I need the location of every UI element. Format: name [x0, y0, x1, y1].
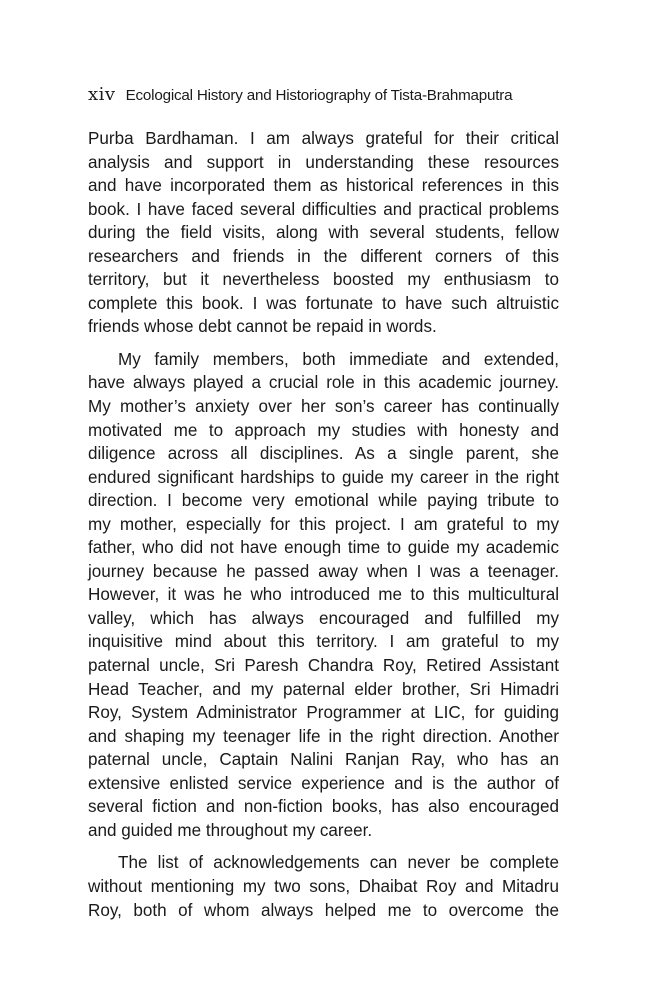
book-page — [88, 84, 559, 922]
running-head-title: Ecological History and Historiography of Tista-Brahmaputra — [125, 87, 513, 104]
text-line: direction. I become very emotional while paying tribute to — [88, 491, 559, 511]
text-line: Purba Bardhaman. I am always grateful for their critical — [88, 129, 559, 148]
body-text — [88, 127, 559, 922]
text-line: However, it was he who introduced me to this multicultural — [88, 585, 559, 605]
text-line: My mother’s anxiety over her son’s career has continually — [88, 397, 559, 417]
text-line: several fiction and non-fiction books, has also encouraged — [88, 797, 559, 817]
running-head — [88, 84, 559, 105]
text-line: endured significant hardships to guide my career in the right — [88, 467, 559, 487]
text-line: friends whose debt cannot be repaid in words. — [88, 317, 437, 337]
paragraph-2 — [88, 348, 559, 842]
text-line: territory, but it nevertheless boosted my enthusiasm to — [88, 270, 559, 290]
paragraph-3 — [88, 851, 559, 922]
paragraph-1 — [88, 127, 559, 339]
text-line: inquisitive mind about this territory. I am grateful to my — [88, 632, 559, 652]
page-number: xiv — [88, 84, 116, 105]
text-line: paternal uncle, Captain Nalini Ranjan Ray, who has an — [88, 750, 559, 770]
text-line: Head Teacher, and my paternal elder brother, Sri Himadri — [88, 679, 559, 699]
text-line: and have incorporated them as historical references in this — [88, 176, 559, 196]
text-line: and guided me throughout my career. — [88, 820, 373, 840]
text-line: researchers and friends in the different corners of this — [88, 246, 559, 266]
text-line: my mother, especially for this project. I am grateful to my — [88, 514, 559, 534]
text-line: motivated me to approach my studies with honesty and — [88, 420, 559, 440]
text-line: have always played a crucial role in this academic journey. — [88, 373, 559, 393]
text-line: and shaping my teenager life in the right direction. Another — [88, 726, 559, 746]
text-line: journey because he passed away when I was a teenager. — [88, 561, 559, 581]
text-line: during the field visits, along with several students, fellow — [88, 223, 559, 243]
text-line: complete this book. I was fortunate to have such altruistic — [88, 293, 559, 313]
text-line: without mentioning my two sons, Dhaibat Roy and Mitadru — [88, 876, 559, 896]
text-line: Roy, System Administrator Programmer at LIC, for guiding — [88, 703, 559, 723]
text-line: My family members, both immediate and extended, — [118, 349, 559, 369]
text-line: paternal uncle, Sri Paresh Chandra Roy, Retired Assistant — [88, 656, 559, 676]
text-line: valley, which has always encouraged and fulfilled my — [88, 608, 559, 628]
text-line: father, who did not have enough time to guide my academic — [88, 538, 559, 558]
text-line: Roy, both of whom always helped me to overcome the — [88, 900, 559, 920]
text-line: The list of acknowledgements can never be complete — [118, 853, 559, 873]
text-line: extensive enlisted service experience and is the author of — [88, 773, 559, 793]
text-line: analysis and support in understanding these resources — [88, 152, 559, 172]
text-line: diligence across all disciplines. As a single parent, she — [88, 444, 559, 464]
text-line: book. I have faced several difficulties and practical problems — [88, 199, 559, 219]
